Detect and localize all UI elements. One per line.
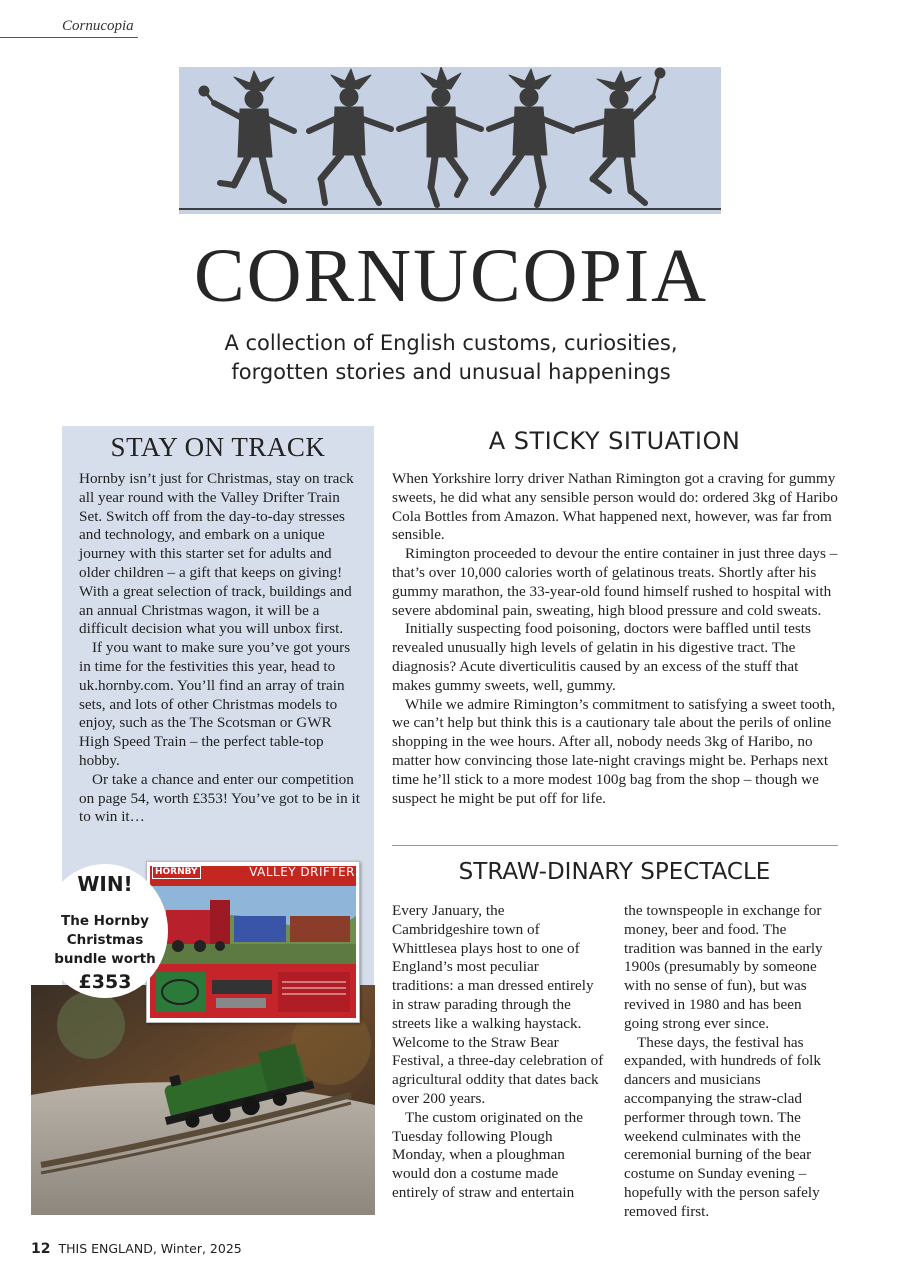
page-footer xyxy=(31,1241,242,1257)
competition-badge xyxy=(42,864,168,998)
straw-column-1 xyxy=(392,902,604,1203)
straw-paragraph: Every January, the Cambridgeshire town of Whittlesea plays host to one of England’s most peculiar traditions: a man dressed entirely in straw parading through the streets like a walking haystack. Welcome to the Straw Bear Festival, a three-day celebration of agricultural oddity that dates back over 200 years. xyxy=(392,902,604,1107)
running-head: Cornucopia xyxy=(62,18,134,34)
running-head-rule xyxy=(0,37,138,38)
sidebar-paragraph: Hornby isn’t just for Christmas, stay on track all year round with the Valley Drifter Train Set. Switch off from the day-to-day stresses and technology, and embark on a unique journey with this starter set for adults and older children – a gift that keeps on giving! With a great selection of track, buildings and an annual Christmas wagon, it will be a difficult decision what you will unbox first. xyxy=(79,470,354,638)
straw-paragraph: The custom originated on the Tuesday following Plough Monday, when a ploughman would don a costume made entirely of straw and entertain xyxy=(392,1108,583,1201)
sidebar-paragraph: If you want to make sure you’ve got yours in time for the festivities this year, head to uk.hornby.com. You’ll find an array of train sets, and lots of other Christmas models to enjoy, such as the The Scotsman or GWR High Speed Train – the perfect table-top hobby. xyxy=(79,639,351,769)
hornby-logo: HORNBY xyxy=(152,866,201,879)
straw-heading: STRAW-DINARY SPECTACLE xyxy=(458,859,771,885)
sidebar-paragraph: Or take a chance and enter our competition on page 54, worth £353! You’ve got to be in it to win it… xyxy=(79,770,360,826)
sticky-paragraph: While we admire Rimington’s commitment to satisfying a sweet tooth, we can’t help but think this is a cautionary tale about the perils of online shopping in the wee hours. After all, nobody needs 3kg of Haribo, no matter how convincing those late-night cravings might be. Perhaps next time he’ll stick to a more modest 100g bag from the shop – though we suspect he might be put off for life. xyxy=(392,695,836,807)
straw-paragraph: the townspeople in exchange for money, beer and food. The tradition was banned in the early 1900s (presumably by someone with no sense of fun), but was revived in 1980 and has been going strong ever since. xyxy=(624,902,823,1032)
win-line: The Hornby xyxy=(61,913,149,929)
sidebar-heading: STAY ON TRACK xyxy=(110,432,326,462)
product-name: VALLEY DRIFTER xyxy=(249,865,355,879)
dancing-jesters-icon xyxy=(179,67,721,214)
sticky-heading: A STICKY SITUATION xyxy=(488,427,741,455)
page-subtitle xyxy=(0,329,902,387)
train-set-box-icon xyxy=(150,886,356,1018)
sticky-paragraph: Initially suspecting food poisoning, doctors were baffled until tests revealed unusually high levels of gelatin in his digestive tract. The diagnosis? Acute diverticulitis caused by an excess of the stuff that makes gummy sweets, well, gummy. xyxy=(392,620,811,694)
product-box-art xyxy=(146,861,360,1023)
straw-paragraph: These days, the festival has expanded, with hundreds of folk dancers and musicians accompanying the straw-clad performer through town. The weekend culminates with the ceremonial burning of the bear costume on Sunday evening – hopefully with the person safely removed first. xyxy=(624,1033,821,1220)
subtitle-line-2: forgotten stories and unusual happenings xyxy=(231,360,671,384)
win-price: £353 xyxy=(78,971,132,993)
sticky-paragraph: When Yorkshire lorry driver Nathan Rimington got a craving for gummy sweets, he did what any sensible person would do: ordered 3kg of Haribo Cola Bottles from Amazon. What happened next, however, was far from sensible. xyxy=(392,470,838,544)
sidebar-body xyxy=(79,470,361,827)
win-title: WIN! xyxy=(77,872,133,896)
straw-column-2 xyxy=(624,902,836,1222)
page-title: CORNUCOPIA xyxy=(193,234,709,318)
jester-banner-illustration xyxy=(179,67,721,214)
subtitle-line-1: A collection of English customs, curiosities, xyxy=(224,331,678,355)
page-number: 12 xyxy=(31,1241,51,1257)
win-line: bundle worth xyxy=(54,951,156,967)
win-line: Christmas xyxy=(66,932,144,948)
section-divider xyxy=(392,845,838,846)
sticky-paragraph: Rimington proceeded to devour the entire container in just three days – that’s over 10,000 calories worth of gelatinous treats. Shortly after his gummy marathon, the 33-year-old found himself rushed to hospital with severe abdominal pain, sweating, high blood pressure and cold sweats. xyxy=(392,545,838,619)
sticky-article-body xyxy=(392,470,838,808)
publication-name: THIS ENGLAND, Winter, 2025 xyxy=(58,1241,242,1256)
